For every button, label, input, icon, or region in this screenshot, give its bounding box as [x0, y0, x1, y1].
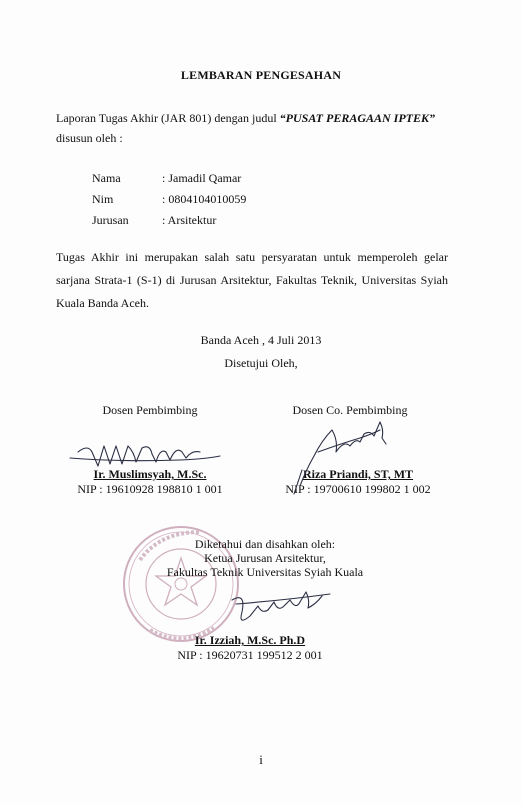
- head-of-department-nip: NIP : 19620731 199512 2 001: [177, 648, 323, 662]
- place-date: Banda Aceh , 4 Juli 2013: [200, 333, 322, 347]
- student-dept-value: : Arsitektur: [162, 213, 217, 227]
- endorsement-line-2: Ketua Jurusan Arsitektur,: [204, 551, 326, 565]
- purpose-paragraph: Tugas Akhir ini merupakan salah satu persyaratan untuk memperoleh gelar sarjana Strata-1 (S-1) di Jurusan Arsitektur, Fakultas Teknik, Universitas Syiah Kuala Banda Aceh.: [56, 250, 448, 310]
- approved-by-label: Disetujui Oleh,: [224, 356, 298, 370]
- endorsement-line-1: Diketahui dan disahkan oleh:: [194, 537, 336, 551]
- student-dept-label: Jurusan: [92, 213, 129, 227]
- student-name-label: Nama: [92, 171, 121, 185]
- co-supervisor-name: Riza Priandi, ST, MT: [302, 467, 414, 481]
- page-number: i: [259, 752, 263, 767]
- co-supervisor-role-label: Dosen Co. Pembimbing: [292, 403, 408, 417]
- supervisor-signature: [78, 446, 200, 466]
- supervisor-role-label: Dosen Pembimbing: [102, 403, 198, 417]
- thesis-title: “PUSAT PERAGAAN IPTEK”: [279, 111, 436, 125]
- co-supervisor-nip: NIP : 19700610 199802 1 002: [285, 482, 431, 496]
- co-supervisor-signature: [300, 422, 386, 486]
- intro-prefix: Laporan Tugas Akhir (JAR 801) dengan judul: [56, 111, 277, 125]
- supervisor-name: Ir. Muslimsyah, M.Sc.: [93, 467, 207, 481]
- student-nim-value: : 0804104010059: [162, 192, 247, 206]
- page-title: LEMBARAN PENGESAHAN: [180, 68, 342, 82]
- student-name-value: : Jamadil Qamar: [162, 171, 242, 185]
- head-of-department-name: Ir. Izziah, M.Sc. Ph.D: [194, 633, 306, 647]
- endorsement-line-3: Fakultas Teknik Universitas Syiah Kuala: [166, 565, 364, 579]
- supervisor-nip: NIP : 19610928 198810 1 001: [77, 482, 223, 496]
- intro-suffix: disusun oleh :: [56, 131, 123, 145]
- student-nim-label: Nim: [92, 192, 114, 206]
